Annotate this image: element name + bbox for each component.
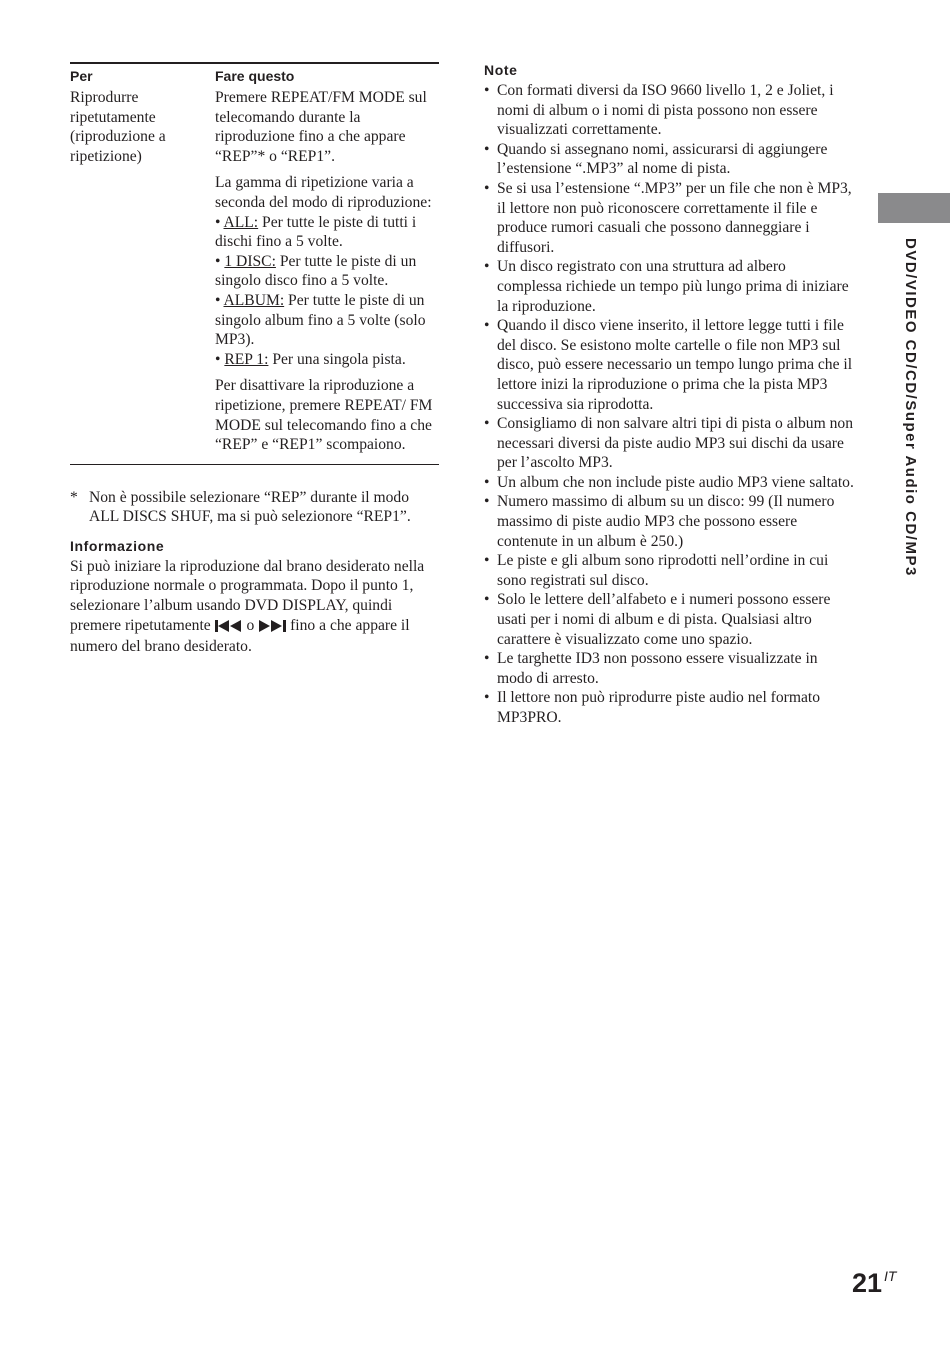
list-item — [484, 473, 854, 493]
bullet-icon: • — [484, 650, 490, 668]
list-item-text: Se si usa l’estensione “.MP3” per un file che non è MP3, il lettore non può riconoscere correttamente il file e produce rumori casuali che possono danneggiare i diffusori. — [497, 179, 852, 256]
table-do-paragraph-1: Premere REPEAT/FM MODE sul telecomando durante la riproduzione fino a che appare “REP”* o “REP1”. — [215, 89, 427, 165]
list-item — [484, 492, 854, 551]
list-item-text: Quando si assegnano nomi, assicurarsi di aggiungere l’estensione “.MP3” al nome di pista. — [497, 140, 828, 178]
option-album: • ALBUM: Per tutte le piste di un singolo album fino a 5 volte (solo MP3). — [215, 291, 426, 349]
list-item — [484, 140, 854, 179]
right-column — [484, 62, 854, 728]
option-rep1-text: Per una singola pista. — [268, 350, 406, 368]
bullet-icon: • — [484, 493, 490, 511]
footnote — [70, 488, 439, 527]
list-item — [484, 179, 854, 257]
option-all-text: Per tutte le piste di tutti i dischi fino a 5 volte. — [215, 213, 417, 251]
option-album-text: Per tutte le piste di un singolo album fino a 5 volte (solo MP3). — [215, 291, 426, 349]
footnote-text: Non è possibile selezionare “REP” durante il modo ALL DISCS SHUF, ma si può selezionore “REP1”. — [89, 488, 411, 526]
list-item — [484, 316, 854, 414]
left-column — [70, 62, 439, 657]
bullet-icon: • — [484, 179, 490, 197]
table-do-paragraph-2 — [215, 173, 439, 369]
list-item-text: Consigliamo di non salvare altri tipi di pista o album non necessari diversi da piste audio MP3 sui dischi da usare per l’ascolto MP3. — [497, 415, 854, 472]
bullet-icon: • — [484, 140, 490, 158]
list-item-text: Le targhette ID3 non possono essere visualizzate in modo di arresto. — [497, 650, 818, 687]
table-header — [70, 64, 439, 88]
list-item-text: Un album che non include piste audio MP3 viene saltato. — [497, 473, 854, 491]
info-heading: Informazione — [70, 537, 165, 554]
page-number-value: 21 — [852, 1268, 883, 1298]
previous-track-icon — [215, 618, 243, 638]
table-row — [70, 88, 439, 462]
section-label: DVD/VIDEO CD/CD/Super Audio CD/MP3 — [902, 238, 919, 577]
option-1disc: • 1 DISC: Per tutte le piste di un singolo disco fino a 5 volte. — [215, 252, 417, 290]
option-rep1: • REP 1: Per una singola pista. — [215, 350, 406, 368]
bullet-icon: • — [484, 473, 490, 491]
list-item — [484, 414, 854, 473]
footnote-marker: * — [70, 488, 78, 506]
list-item-text: Un disco registrato con una struttura ad albero complessa richiede un tempo più lungo prima di iniziare la riproduzione. — [497, 258, 849, 315]
bullet-icon: • — [484, 317, 490, 335]
info-text — [70, 557, 439, 657]
option-1disc-text: Per tutte le piste di un singolo disco fino a 5 volte. — [215, 252, 417, 290]
page-number — [852, 1268, 897, 1299]
section-tab — [878, 193, 950, 223]
list-item — [484, 257, 854, 316]
option-rep1-key: REP 1: — [224, 350, 269, 368]
bullet-icon: • — [484, 258, 490, 276]
option-all-key: ALL: — [223, 213, 259, 231]
list-item — [484, 649, 854, 688]
option-all: • ALL: Per tutte le piste di tutti i dischi fino a 5 volte. — [215, 213, 417, 251]
list-item — [484, 688, 854, 727]
list-item-text: Le piste e gli album sono riprodotti nell’ordine in cui sono registrati sul disco. — [497, 552, 829, 589]
page-language-suffix: IT — [884, 1268, 897, 1284]
list-item — [484, 551, 854, 590]
table-do-paragraph-3: Per disattivare la riproduzione a ripetizione, premere REPEAT/ FM MODE sul telecomando fino a che “REP” e “REP1” scompaiono. — [215, 377, 433, 454]
list-item-text: Solo le lettere dell’alfabeto e i numeri possono essere usati per i nomi di album e di pista. Qualsiasi altro carattere è visualizzato come uno spazio. — [497, 591, 831, 648]
list-item — [484, 590, 854, 649]
next-track-icon — [258, 618, 286, 638]
table-cell-per: Riprodurre ripetutamente (riproduzione a ripetizione) — [70, 89, 166, 165]
bullet-icon: • — [484, 415, 490, 433]
bullet-icon: • — [484, 689, 490, 707]
info-text-or: o — [242, 616, 259, 634]
list-item-text: Quando il disco viene inserito, il lettore legge tutti i file del disco. Se esistono molte cartelle o file non MP3 sul disco, può essere necessario un tempo lungo prima che il lettore inizi la riproduzione o prima che la pista MP3 successiva sia riprodotta. — [497, 317, 853, 413]
bullet-icon: • — [484, 552, 490, 570]
notes-heading: Note — [484, 62, 518, 78]
info-text-a: Si può iniziare la riproduzione dal brano desiderato nella riproduzione normale o programmata. Dopo il punto 1, selezionare l’album usando DVD DISPLAY, quindi premere ripetutamente — [70, 557, 425, 634]
list-item — [484, 81, 854, 140]
table-bottom-rule — [70, 464, 439, 465]
list-item-text: Il lettore non può riprodurre piste audio nel formato MP3PRO. — [497, 689, 821, 726]
table-header-per: Per — [70, 68, 93, 84]
option-album-key: ALBUM: — [223, 291, 285, 309]
info-text-b: fino a che appare il numero del brano desiderato. — [70, 616, 410, 656]
bullet-icon: • — [484, 591, 490, 609]
notes-list — [484, 81, 854, 728]
list-item-text: Con formati diversi da ISO 9660 livello 1, 2 e Joliet, i nomi di album o i nomi di pista possono non essere visualizzati correttamente. — [497, 82, 834, 139]
option-1disc-key: 1 DISC: — [224, 252, 276, 270]
range-intro: La gamma di ripetizione varia a seconda del modo di riproduzione: — [215, 174, 432, 211]
bullet-icon: • — [484, 82, 490, 99]
table-header-do: Fare questo — [215, 68, 295, 84]
table-cell-do — [215, 88, 439, 462]
list-item-text: Numero massimo di album su un disco: 99 (Il numero massimo di piste audio MP3 che possono essere contenute in un album è 250.) — [497, 493, 835, 550]
